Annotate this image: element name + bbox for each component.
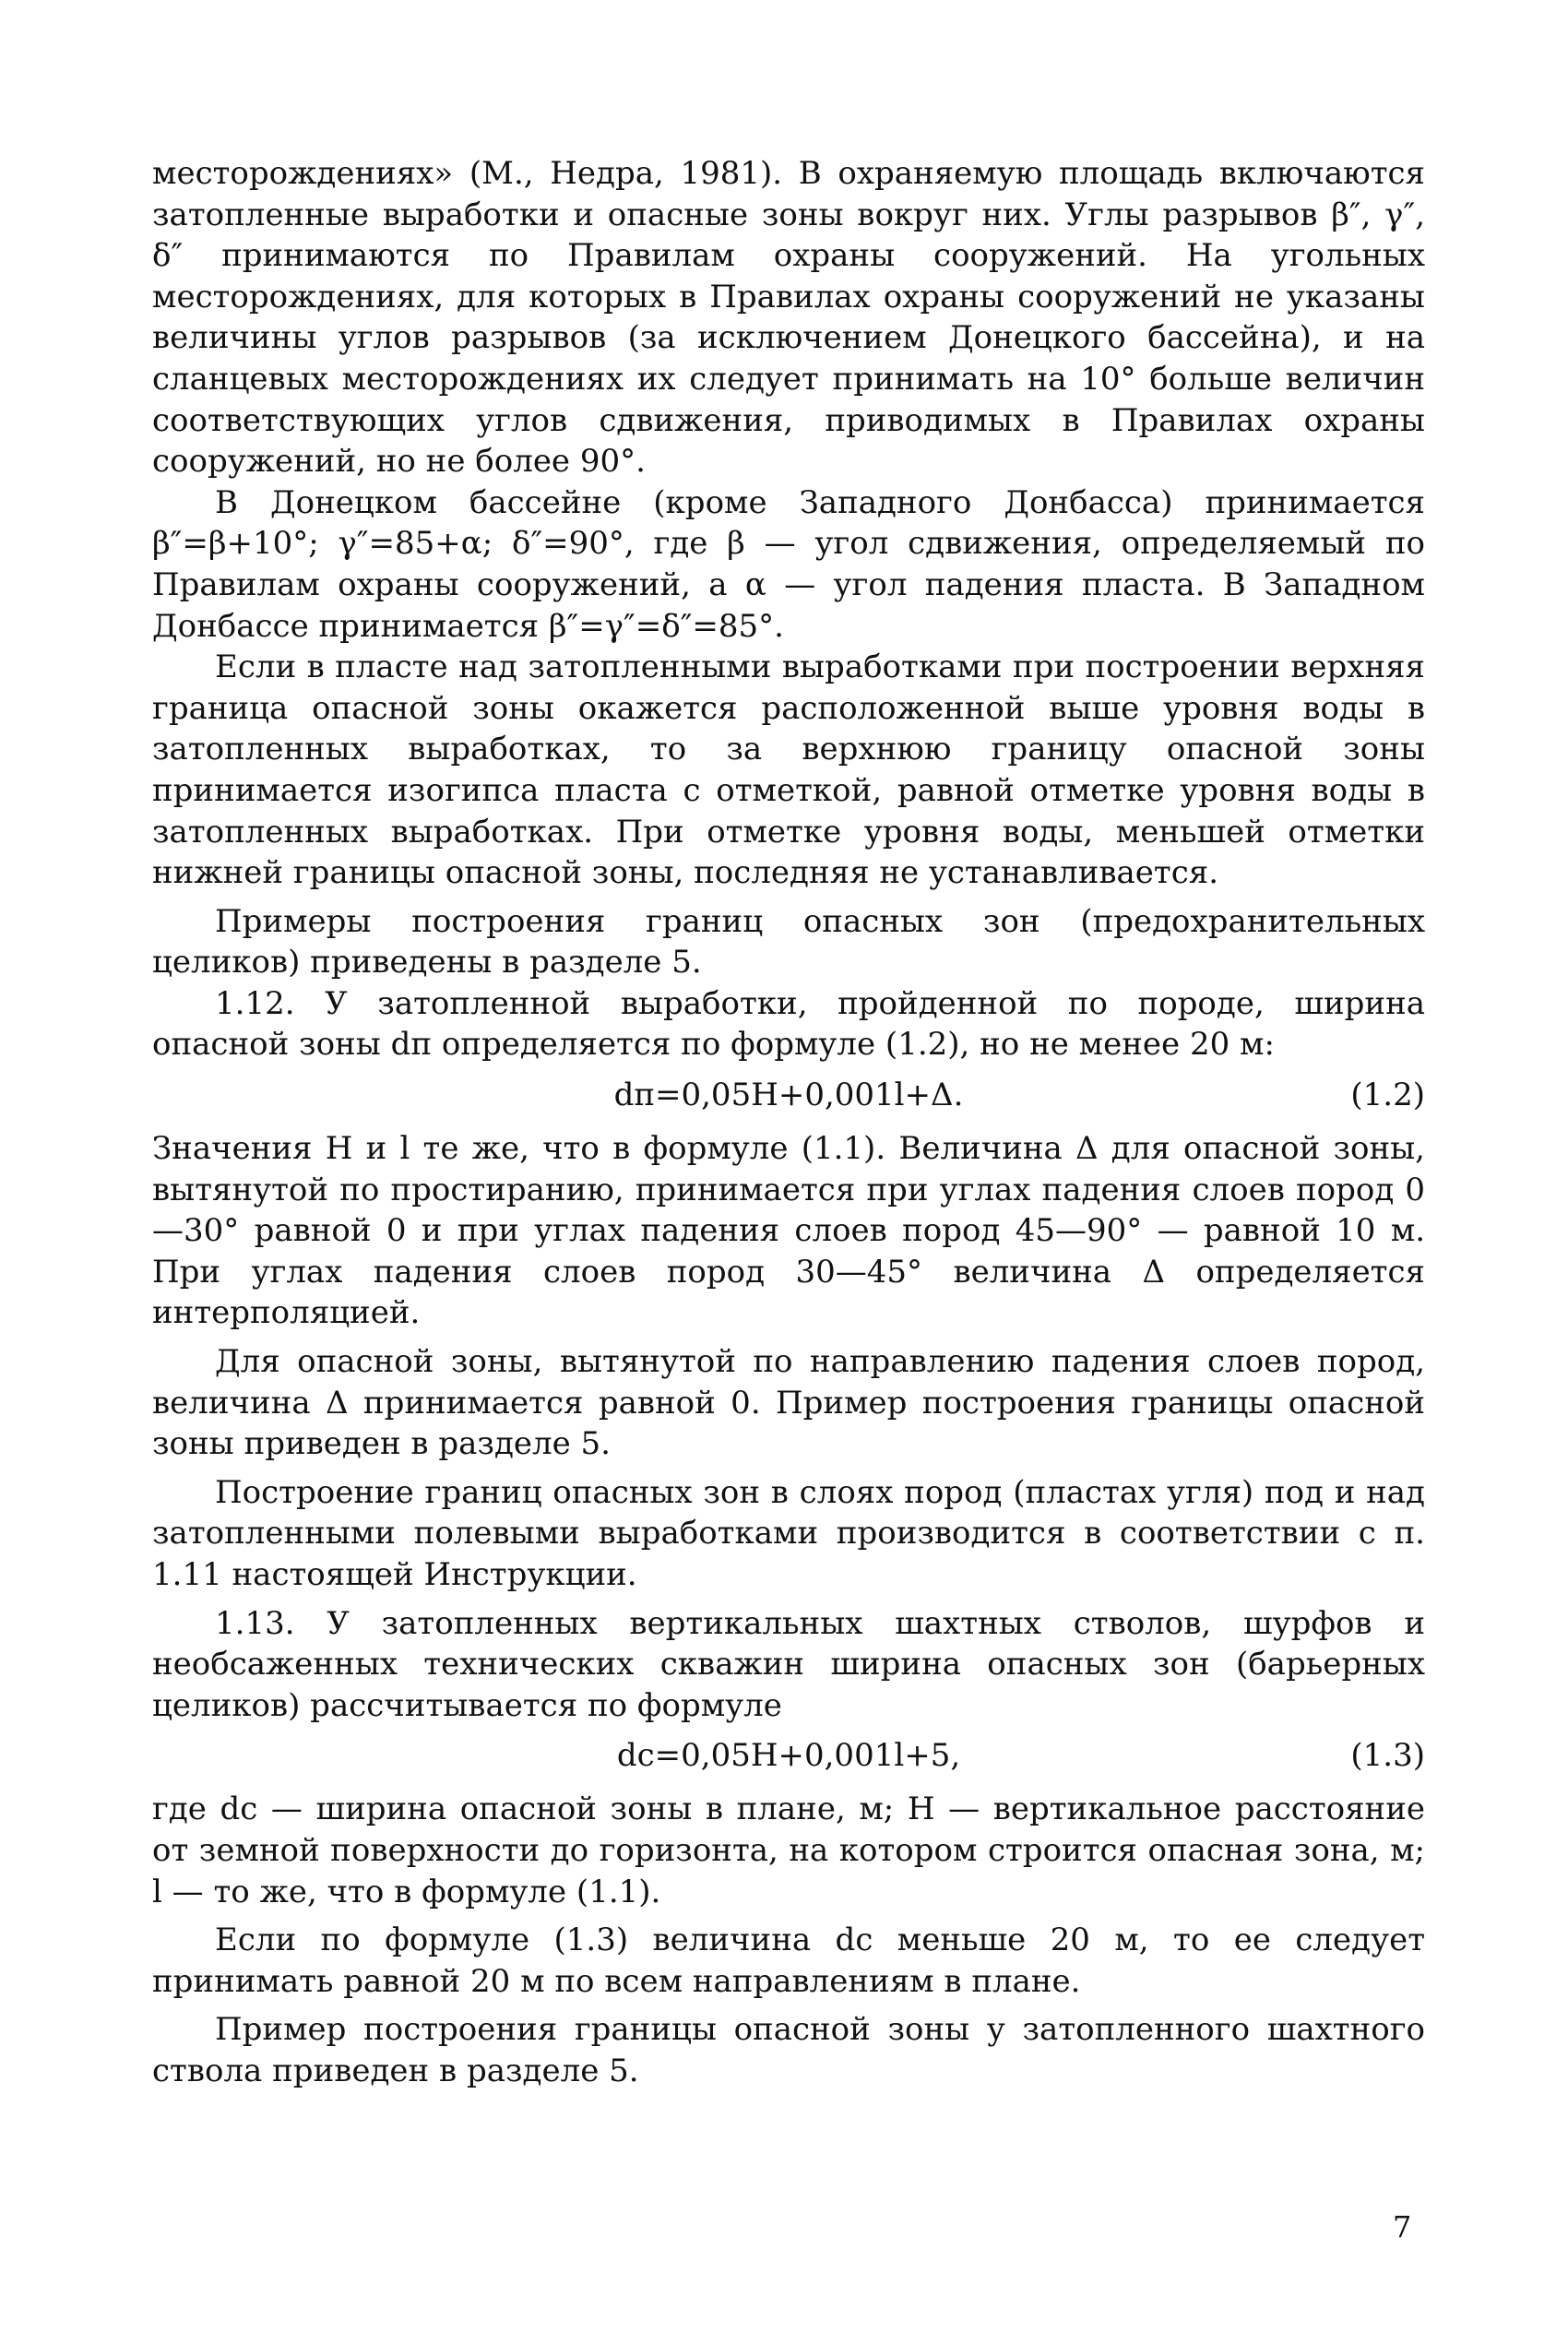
document-page (152, 153, 1425, 2092)
paragraph-field-workings: Построение границ опасных зон в слоях пород (пластах угля) под и над затопленными полевыми выработками производится в соответствии с п. 1.11 настоящей Инструкции. (152, 1473, 1425, 1593)
page-number: 7 (1393, 2209, 1412, 2244)
formula-expression: dп=0,05H+0,001l+Δ. (613, 1077, 964, 1114)
paragraph-section-1-12: 1.12. У затопленной выработки, пройденной по породе, ширина опасной зоны dп определяется по формуле (1.2), но не менее 20 м: (152, 984, 1425, 1064)
paragraph-examples-reference: Примеры построения границ опасных зон (предохранительных целиков) приведены в разделе 5. (152, 902, 1425, 982)
paragraph-variable-definitions: где dс — ширина опасной зоны в плане, м; H — вертикальное расстояние от земной поверхности до горизонта, на котором строится опасная зона, м; l — то же, что в формуле (1.1). (152, 1791, 1425, 1910)
formula-1-3 (152, 1728, 1425, 1783)
paragraph-section-1-13: 1.13. У затопленных вертикальных шахтных стволов, шурфов и необсаженных технических скважин ширина опасных зон (барьерных целиков) рассчитывается по формуле (152, 1604, 1425, 1724)
paragraph-delta-values: Значения H и l те же, что в формуле (1.1). Величина Δ для опасной зоны, вытянутой по простиранию, принимается при углах падения слоев пород 0—30° равной 0 и при углах падения слоев пород 45—90° — равной 10 м. При углах падения слоев пород 30—45° величина Δ определяется интерполяцией. (152, 1130, 1425, 1332)
paragraph-upper-boundary: Если в пласте над затопленными выработками при построении верхняя граница опасной зоны окажется расположенной выше уровня воды в затопленных выработках, то за верхнюю границу опасной зоны принимается изогипса пласта с отметкой, равной отметке уровня воды в затопленных выработках. При отметке уровня воды, меньшей отметки нижней границы опасной зоны, последняя не устанавливается. (152, 648, 1425, 892)
paragraph-minimum-width: Если по формуле (1.3) величина dс меньше 20 м, то ее следует принимать равной 20 м по всем направлениям в плане. (152, 1922, 1425, 2000)
formula-number: (1.3) (1350, 1737, 1425, 1775)
formula-expression: dс=0,05H+0,001l+5, (616, 1737, 961, 1775)
paragraph-donetsk-basin: В Донецком бассейне (кроме Западного Донбасса) принимается β″=β+10°; γ″=85+α; δ″=90°, где β — угол сдвижения, определяемый по Правилам охраны сооружений, а α — угол падения пласта. В Западном Донбассе принимается β″=γ″=δ″=85°. (152, 483, 1425, 645)
paragraph-dip-direction: Для опасной зоны, вытянутой по направлению падения слоев пород, величина Δ принимается равной 0. Пример построения границы опасной зоны приведен в разделе 5. (152, 1343, 1425, 1463)
paragraph-deposits-protection: месторождениях» (М., Недра, 1981). В охраняемую площадь включаются затопленные выработки и опасные зоны вокруг них. Углы разрывов β″, γ″, δ″ принимаются по Правилам охраны сооружений. На угольных месторождениях, для которых в Правилах охраны сооружений не указаны величины углов разрывов (за исключением Донецкого бассейна), и на сланцевых месторождениях их следует принимать на 10° больше величин соответствующих углов сдвижения, приводимых в Правилах охраны сооружений, но не более 90°. (152, 155, 1425, 481)
formula-1-2 (152, 1067, 1425, 1123)
formula-number: (1.2) (1350, 1077, 1425, 1114)
paragraph-shaft-example: Пример построения границы опасной зоны у затопленного шахтного ствола приведен в разделе 5. (152, 2011, 1425, 2089)
